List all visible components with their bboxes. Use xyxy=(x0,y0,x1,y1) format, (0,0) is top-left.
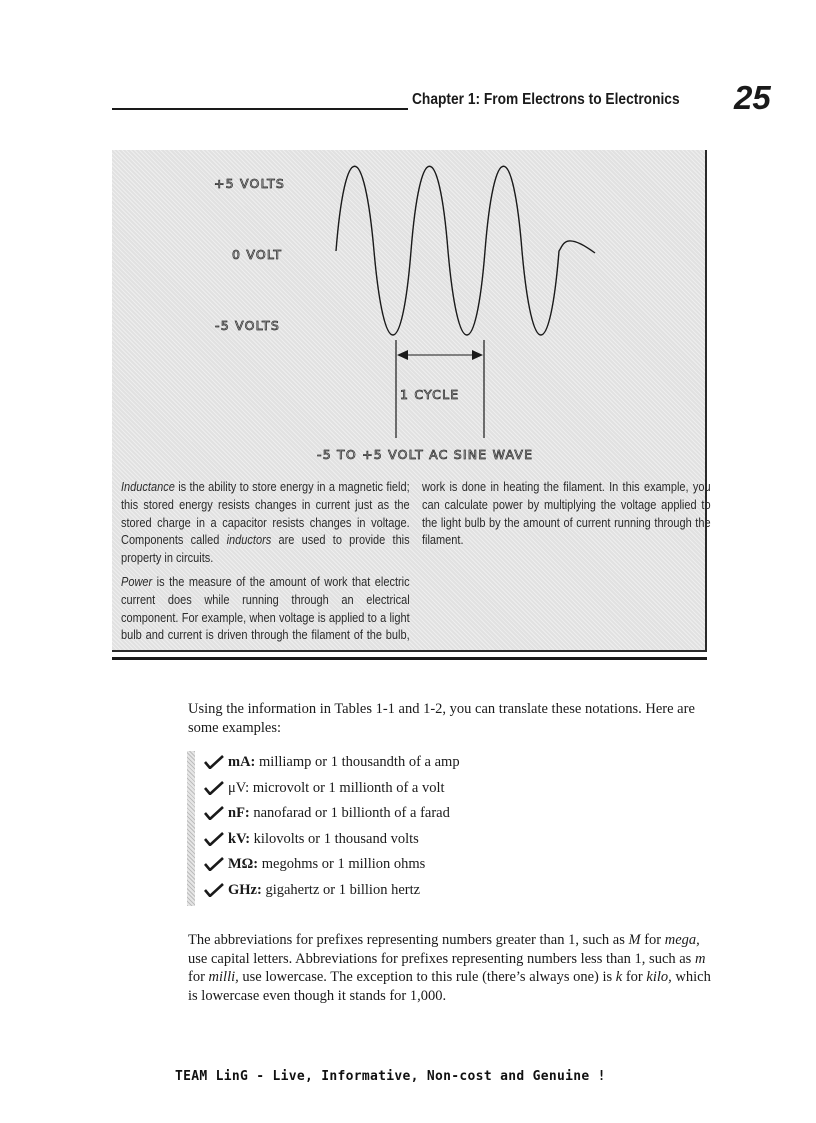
notation-abbr: kV: xyxy=(228,830,251,847)
inductance-paragraph xyxy=(121,479,410,568)
notation-meaning: gigahertz or 1 billion hertz xyxy=(261,881,421,898)
zero-volt-label: 0 VOLT xyxy=(232,247,283,262)
intro-paragraph: Using the information in Tables 1-1 and 1-2, you can translate these notations. Here are some examples: xyxy=(188,701,695,736)
inductance-text-end: are used to provide this property in circuits. xyxy=(121,533,410,566)
notation-abbr: GHz: xyxy=(228,881,262,898)
list-margin-bar xyxy=(187,751,195,906)
sine-wave-figure xyxy=(112,150,707,480)
notation-meaning: megohms or 1 million ohms xyxy=(258,856,426,873)
outro-text: use lowercase. The exception to this rule (there’s always one) is xyxy=(238,969,616,985)
notation-list xyxy=(204,753,684,907)
notation-abbr: mA: xyxy=(228,754,256,770)
check-icon xyxy=(204,806,224,820)
page-number: 25 xyxy=(734,79,771,116)
arrowhead-right-icon xyxy=(472,350,483,360)
sine-wave xyxy=(336,166,595,335)
list-item xyxy=(204,881,684,907)
power-term: Power xyxy=(121,574,153,589)
check-icon xyxy=(204,755,224,769)
outro-emphasis: k xyxy=(615,969,623,985)
check-icon xyxy=(204,781,224,795)
figure-caption: -5 TO +5 VOLT AC SINE WAVE xyxy=(317,447,534,462)
notation-meaning: microvolt or 1 millionth of a volt xyxy=(249,779,445,796)
outro-emphasis: kilo, xyxy=(646,969,672,985)
check-icon xyxy=(204,883,224,897)
sidebar-bottom-rule xyxy=(112,657,707,660)
list-item xyxy=(204,779,684,805)
outro-emphasis: mega, xyxy=(664,932,700,948)
outro-text: for xyxy=(622,969,647,985)
list-item xyxy=(204,804,684,830)
list-item xyxy=(204,830,684,856)
outro-emphasis: milli, xyxy=(208,969,239,985)
list-item xyxy=(204,855,684,881)
header-rule xyxy=(112,108,408,110)
cycle-label: 1 CYCLE xyxy=(400,387,460,402)
outro-emphasis: m xyxy=(694,950,706,967)
chapter-title: Chapter 1: From Electrons to Electronics xyxy=(412,91,680,108)
plus-five-volts-label: +5 VOLTS xyxy=(214,176,285,191)
outro-text: The abbreviations for prefixes representing numbers greater than 1, such as xyxy=(188,932,629,948)
inductors-term: inductors xyxy=(226,533,272,548)
inductance-text: is the ability to store energy in a magnetic field; this stored energy resists changes in current just as the stored charge in a capacitor resists changes in voltage. Components called xyxy=(121,480,410,548)
check-icon xyxy=(204,857,224,871)
list-item xyxy=(204,753,684,779)
inductance-term: Inductance xyxy=(121,480,175,494)
outro-emphasis: M xyxy=(628,932,641,948)
outro-text: for xyxy=(188,969,209,985)
notation-meaning: kilovolts or 1 thousand volts xyxy=(250,830,419,847)
prefix-case-paragraph xyxy=(188,931,718,1005)
outro-text: for xyxy=(640,932,665,948)
power-text: is the measure of the amount of work that electric current does while running through an electrical component. For example, when voltage is applied to a light bulb and current is driven through the filament of the bulb, work is done in heating the filament. In this example, you can calculate power by multiplying the voltage applied to the light bulb by the amount of current running through the filament. xyxy=(121,480,711,643)
sidebar-column-left xyxy=(121,479,711,651)
notation-meaning: nanofarad or 1 billionth of a farad xyxy=(249,805,450,822)
outro-text: which is lowercase even though it stands for 1,000. xyxy=(188,969,711,1004)
notation-abbr: MΩ: xyxy=(228,856,259,873)
outro-text: use capital letters. Abbreviations for prefixes representing numbers less than 1, such as xyxy=(188,950,695,967)
notation-abbr: nF: xyxy=(228,805,250,822)
footer-tagline: TEAM LinG - Live, Informative, Non-cost and Genuine ! xyxy=(175,1069,606,1084)
notation-abbr: μV: xyxy=(228,779,250,796)
check-icon xyxy=(204,832,224,846)
minus-five-volts-label: -5 VOLTS xyxy=(215,318,281,333)
notation-meaning: milliamp or 1 thousandth of a amp xyxy=(255,754,460,770)
arrowhead-left-icon xyxy=(397,350,408,360)
